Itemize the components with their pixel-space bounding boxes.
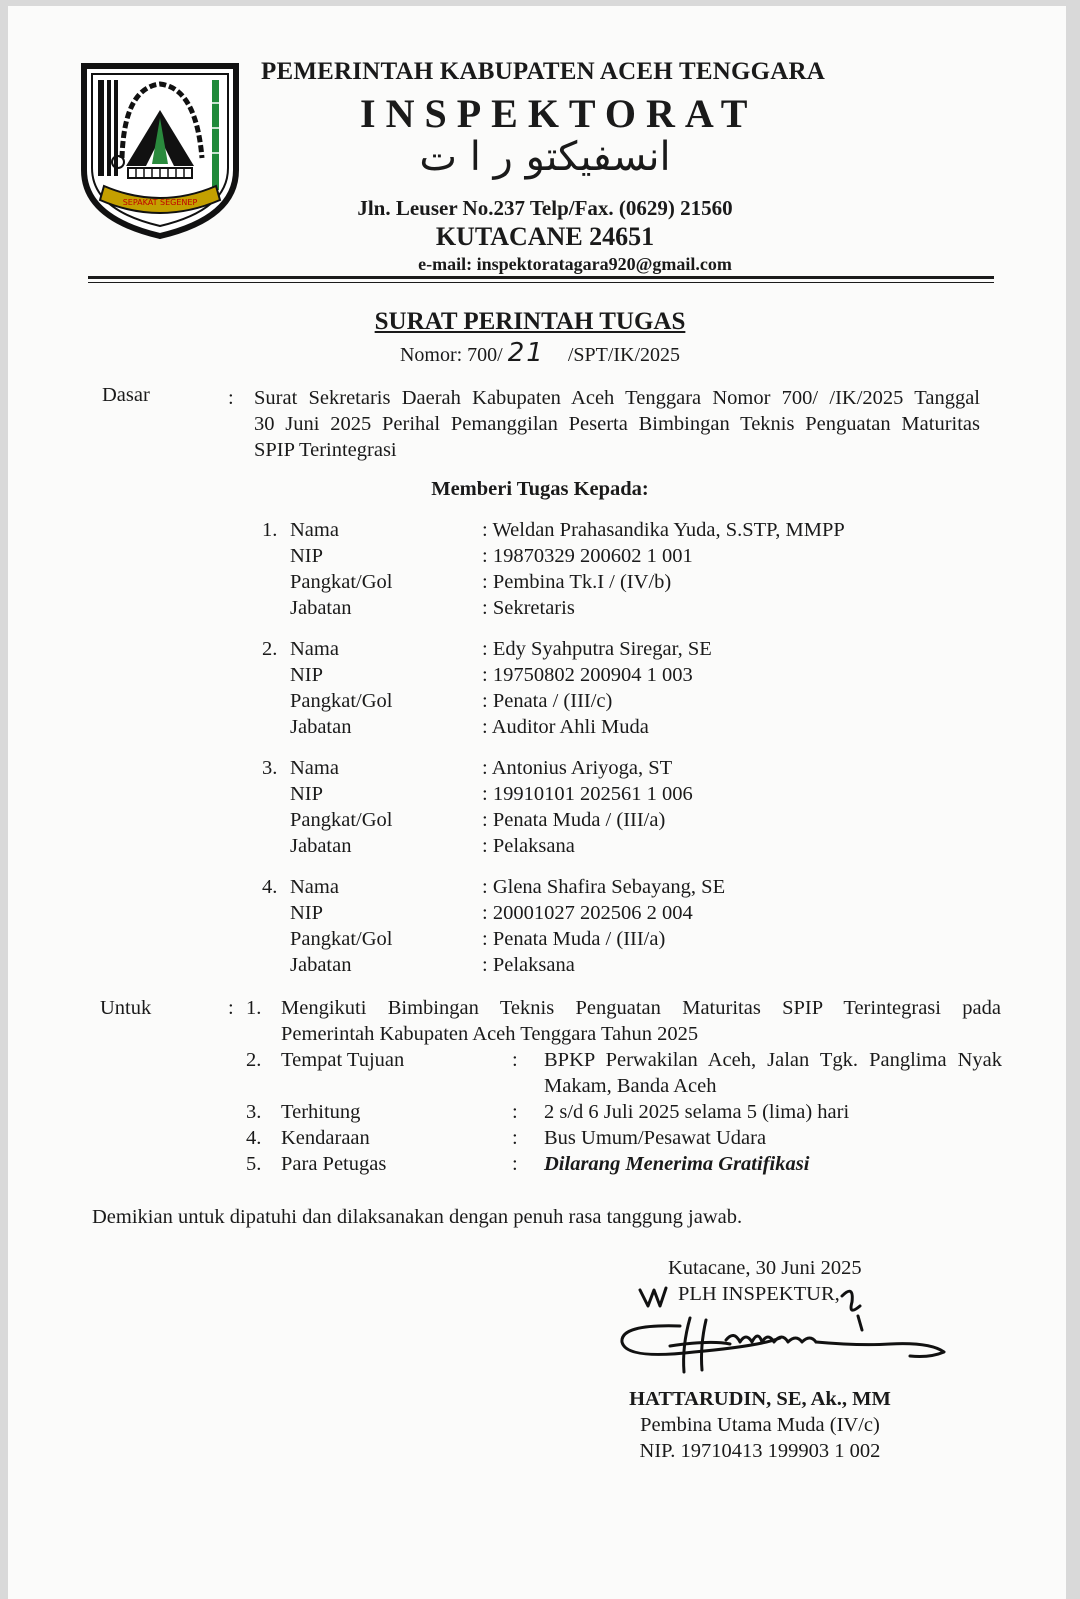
assignee-rank: : Penata Muda / (III/a) — [482, 809, 666, 831]
label-position: Jabatan — [290, 954, 352, 976]
assignee-name: : Glena Shafira Sebayang, SE — [482, 876, 726, 898]
label-position: Jabatan — [290, 597, 352, 619]
assignee-position: : Pelaksana — [482, 954, 575, 976]
agency-name-arabic: انسفيكتو ر ا ت — [419, 134, 671, 180]
handwritten-signature-icon — [610, 1276, 955, 1386]
untuk-item-value: Dilarang Menerima Gratifikasi — [544, 1153, 810, 1175]
untuk-item-label: Tempat Tujuan — [281, 1049, 405, 1071]
label-name: Nama — [290, 876, 339, 898]
assignee-nip: : 19750802 200904 1 003 — [482, 664, 693, 686]
signatory-nip: NIP. 19710413 199903 1 002 — [639, 1440, 881, 1462]
letter-number — [380, 338, 700, 368]
assignees-heading: Memberi Tugas Kepada: — [431, 478, 649, 500]
untuk-item-label: Kendaraan — [281, 1127, 370, 1149]
assignee-number: 4. — [262, 876, 278, 898]
assignee-number: 2. — [262, 638, 278, 660]
office-address: Jln. Leuser No.237 Telp/Fax. (0629) 21560 — [357, 196, 733, 220]
label-rank: Pangkat/Gol — [290, 690, 393, 712]
assignee-position: : Sekretaris — [482, 597, 575, 619]
untuk-colon: : — [228, 997, 234, 1019]
untuk-item-label: Terhitung — [281, 1101, 361, 1123]
assignee-name: : Antonius Ariyoga, ST — [482, 757, 673, 779]
label-nip: NIP — [290, 545, 324, 567]
letter-title: SURAT PERINTAH TUGAS — [374, 308, 686, 335]
untuk-item-1-line-1: Mengikuti Bimbingan Teknis Penguatan Maturitas SPIP Terintegrasi pada — [281, 997, 1001, 1019]
label-name: Nama — [290, 519, 339, 541]
label-position: Jabatan — [290, 835, 352, 857]
letter-number-handwritten: 21 — [507, 338, 545, 368]
untuk-item-1-line-2: Pemerintah Kabupaten Aceh Tenggara Tahun 2025 — [281, 1023, 699, 1045]
header-divider-thin — [88, 282, 994, 283]
letter-number-suffix: /SPT/IK/2025 — [567, 344, 681, 366]
dasar-line-1: Surat Sekretaris Daerah Kabupaten Aceh Tenggara Nomor 700/ /IK/2025 Tanggal — [254, 387, 980, 409]
label-rank: Pangkat/Gol — [290, 928, 393, 950]
signature-title: PLH INSPEKTUR, — [678, 1283, 840, 1305]
untuk-item-number: 3. — [246, 1101, 262, 1123]
label-position: Jabatan — [290, 716, 352, 738]
assignee-number: 1. — [262, 519, 278, 541]
dasar-line-3: SPIP Terintegrasi — [254, 439, 397, 461]
closing-statement: Demikian untuk dipatuhi dan dilaksanakan dengan penuh rasa tanggung jawab. — [92, 1206, 743, 1228]
label-nip: NIP — [290, 664, 324, 686]
label-rank: Pangkat/Gol — [290, 571, 393, 593]
label-nip: NIP — [290, 902, 324, 924]
signature-place-date: Kutacane, 30 Juni 2025 — [668, 1257, 862, 1279]
agency-name: INSPEKTORAT — [360, 91, 758, 136]
dasar-label: Dasar — [102, 384, 150, 406]
untuk-item-value: 2 s/d 6 Juli 2025 selama 5 (lima) hari — [544, 1101, 850, 1123]
untuk-item-value: BPKP Perwakilan Aceh, Jalan Tgk. Panglima Nyak — [544, 1049, 1002, 1071]
untuk-item-number: 2. — [246, 1049, 262, 1071]
signatory-rank: Pembina Utama Muda (IV/c) — [640, 1414, 880, 1436]
untuk-item-colon: : — [512, 1101, 518, 1123]
assignee-name: : Edy Syahputra Siregar, SE — [482, 638, 712, 660]
untuk-item-number: 5. — [246, 1153, 262, 1175]
assignee-nip: : 19910101 202561 1 006 — [482, 783, 693, 805]
government-name: PEMERINTAH KABUPATEN ACEH TENGGARA — [260, 58, 826, 85]
assignee-position: : Auditor Ahli Muda — [482, 716, 649, 738]
label-name: Nama — [290, 757, 339, 779]
emblem-ribbon-text: SEPAKAT SEGENEP — [122, 198, 198, 207]
label-rank: Pangkat/Gol — [290, 809, 393, 831]
assignee-number: 3. — [262, 757, 278, 779]
untuk-item-label: Para Petugas — [281, 1153, 387, 1175]
assignee-rank: : Penata / (III/c) — [482, 690, 613, 712]
untuk-item-value-line-2: Makam, Banda Aceh — [544, 1075, 717, 1097]
untuk-item-1-number: 1. — [246, 997, 262, 1019]
untuk-item-number: 4. — [246, 1127, 262, 1149]
assignee-position: : Pelaksana — [482, 835, 575, 857]
office-email: e-mail: inspektoratagara920@gmail.com — [418, 254, 732, 274]
label-nip: NIP — [290, 783, 324, 805]
office-city: KUTACANE 24651 — [435, 222, 655, 251]
untuk-item-colon: : — [512, 1049, 518, 1071]
untuk-item-colon: : — [512, 1153, 518, 1175]
untuk-item-colon: : — [512, 1127, 518, 1149]
header-divider-thick — [88, 276, 994, 279]
assignee-rank: : Pembina Tk.I / (IV/b) — [482, 571, 672, 593]
untuk-label: Untuk — [100, 997, 152, 1019]
label-name: Nama — [290, 638, 339, 660]
assignee-rank: : Penata Muda / (III/a) — [482, 928, 666, 950]
assignee-name: : Weldan Prahasandika Yuda, S.STP, MMPP — [482, 519, 845, 541]
untuk-item-value: Bus Umum/Pesawat Udara — [544, 1127, 767, 1149]
signatory-name: HATTARUDIN, SE, Ak., MM — [629, 1388, 891, 1410]
assignee-nip: : 19870329 200602 1 001 — [482, 545, 693, 567]
letter-number-prefix: Nomor: 700/ — [399, 344, 503, 366]
dasar-colon: : — [228, 387, 234, 409]
dasar-line-2: 30 Juni 2025 Perihal Pemanggilan Peserta Bimbingan Teknis Penguatan Maturitas — [254, 413, 980, 435]
regency-emblem-icon — [78, 58, 242, 240]
assignee-nip: : 20001027 202506 2 004 — [482, 902, 693, 924]
